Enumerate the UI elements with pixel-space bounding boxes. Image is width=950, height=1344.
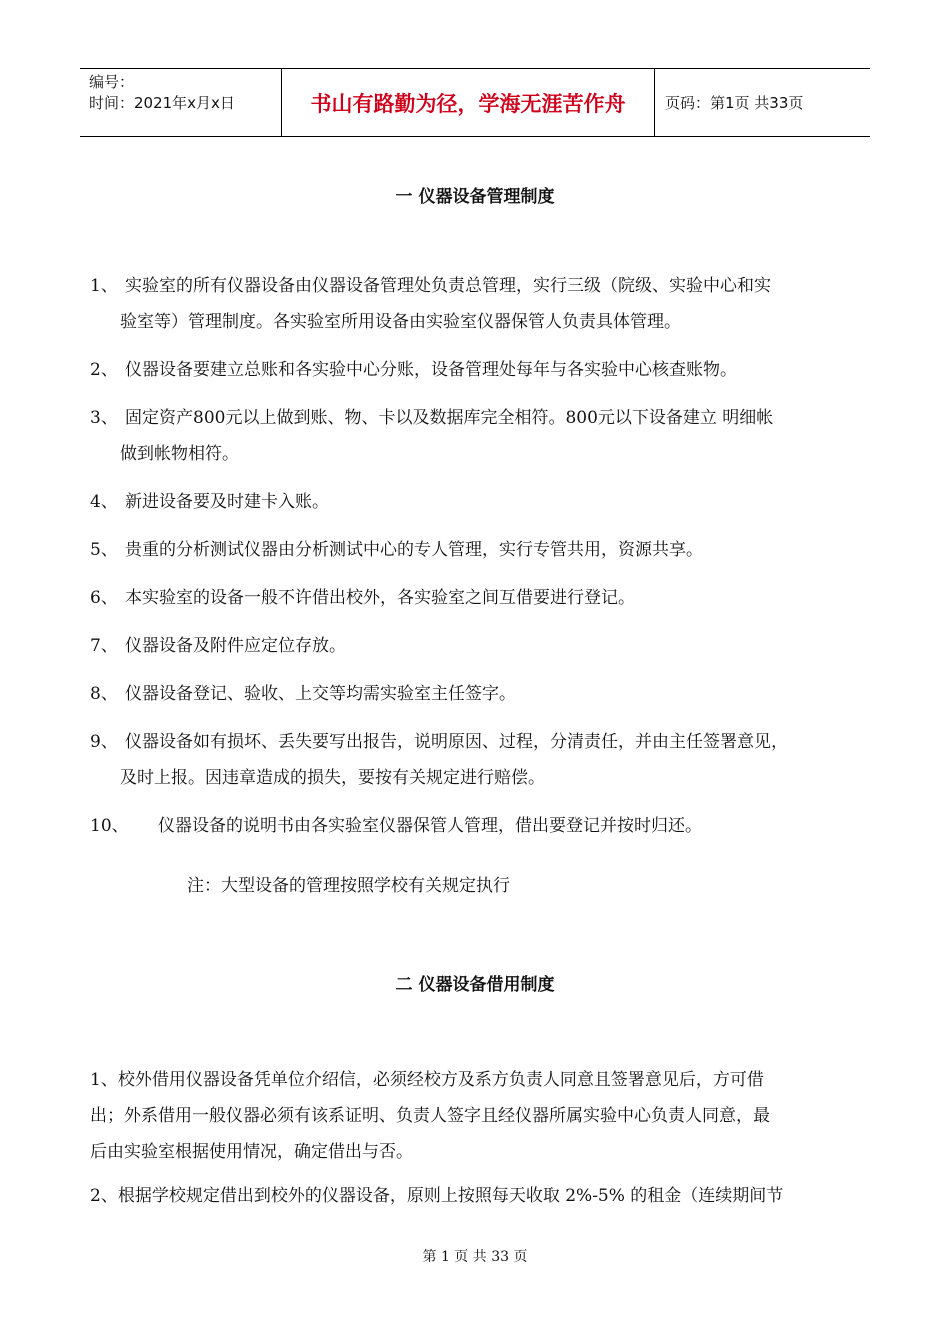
item-text: 3、 固定资产800元以上做到账、物、卡以及数据库完全相符。800元以下设备建立 明细帐 [90, 400, 773, 436]
item-text-continued: 及时上报。因违章造成的损失，要按有关规定进行赔偿。 [120, 768, 545, 788]
item-number: 8、 [90, 684, 118, 704]
item-number: 4、 [90, 492, 118, 512]
motto: 书山有路勤为径，学海无涯苦作舟 [282, 69, 655, 136]
time-label: 时间：2021年x月x日 [89, 94, 235, 112]
item-text: 9、 仪器设备如有损坏、丢失要写出报告，说明原因、过程，分清责任，并由主任签署意见， [90, 724, 788, 760]
item-text: 8、 仪器设备登记、验收、上交等均需实验室主任签字。 [90, 676, 516, 712]
item-number: 7、 [90, 636, 118, 656]
list-item [90, 628, 346, 664]
list-item [90, 268, 771, 340]
item-text-continued: 做到帐物相符。 [120, 444, 239, 464]
item-number: 5、 [90, 540, 118, 560]
item-text: 6、 本实验室的设备一般不许借出校外，各实验室之间互借要进行登记。 [90, 580, 635, 616]
item-number: 9、 [90, 732, 118, 752]
note: 注：大型设备的管理按照学校有关规定执行 [187, 876, 510, 896]
number-label: 编号： [89, 73, 135, 91]
item-number: 2、 [90, 360, 118, 380]
page-info: 页码：第1页 共33页 [665, 94, 804, 112]
item-number: 1、 [90, 276, 118, 296]
paragraph-line: 后由实验室根据使用情况，确定借出与否。 [90, 1142, 413, 1162]
item-number: 3、 [90, 408, 118, 428]
item-number: 6、 [90, 588, 118, 608]
list-item [90, 724, 788, 796]
list-item [90, 580, 635, 616]
item-text: 5、 贵重的分析测试仪器由分析测试中心的专人管理，实行专管共用，资源共享。 [90, 532, 703, 568]
item-text: 7、 仪器设备及附件应定位存放。 [90, 628, 346, 664]
list-item [90, 400, 773, 472]
list-item [90, 808, 702, 844]
list-item [90, 352, 737, 388]
paragraph-line: 2、根据学校规定借出到校外的仪器设备，原则上按照每天收取 2%-5% 的租金（连续期间节 [90, 1186, 784, 1206]
list-item [90, 484, 329, 520]
paragraph [90, 1178, 783, 1214]
header-table [80, 68, 870, 137]
item-text: 4、 新进设备要及时建卡入账。 [90, 484, 329, 520]
item-number: 10、 [90, 816, 129, 836]
paragraph [90, 1062, 770, 1170]
item-text: 10、 仪器设备的说明书由各实验室仪器保管人管理，借出要登记并按时归还。 [90, 808, 702, 844]
item-text: 1、 实验室的所有仪器设备由仪器设备管理处负责总管理，实行三级（院级、实验中心和实 [90, 268, 771, 304]
page-footer: 第 1 页 共 33 页 [422, 1249, 528, 1265]
item-text: 2、 仪器设备要建立总账和各实验中心分账，设备管理处每年与各实验中心核查账物。 [90, 352, 737, 388]
paragraph-line: 出；外系借用一般仪器必须有该系证明、负责人签字且经仪器所属实验中心负责人同意，最 [90, 1106, 770, 1126]
item-text-continued: 验室等）管理制度。各实验室所用设备由实验室仪器保管人负责具体管理。 [120, 312, 681, 332]
paragraph-line: 1、校外借用仪器设备凭单位介绍信，必须经校方及系方负责人同意且签署意见后，方可借 [90, 1070, 764, 1090]
header-left-cell [80, 69, 282, 136]
section1-title: 一 仪器设备管理制度 [395, 187, 555, 207]
list-item [90, 676, 516, 712]
list-item [90, 532, 703, 568]
section2-title: 二 仪器设备借用制度 [395, 975, 555, 995]
